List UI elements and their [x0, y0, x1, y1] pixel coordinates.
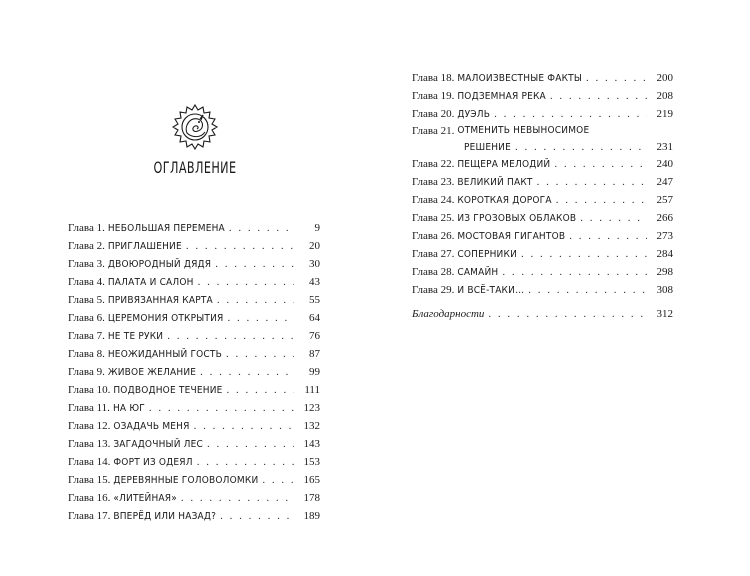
toc-entry-line2 — [412, 139, 673, 155]
right-page — [375, 0, 750, 576]
page-number: 153 — [303, 456, 320, 468]
toc-entry[interactable] — [412, 263, 673, 281]
chapter-title: ПОДВОДНОЕ ТЕЧЕНИЕ — [113, 385, 223, 396]
dot-leader — [227, 381, 294, 399]
dot-leader — [494, 105, 647, 123]
dot-leader — [226, 345, 294, 363]
dot-leader — [229, 219, 294, 237]
page-number: 273 — [656, 230, 673, 242]
page-number: 76 — [309, 330, 320, 342]
dot-leader — [186, 237, 294, 255]
acknowledgements-title: Благодарности — [412, 308, 485, 320]
page-number: 240 — [656, 158, 673, 170]
chapter-label: Глава 21. — [412, 125, 455, 137]
dot-leader — [194, 417, 294, 435]
chapter-label: Глава 24. — [412, 194, 455, 206]
chapter-label: Глава 12. — [68, 420, 111, 432]
toc-entry[interactable] — [412, 245, 673, 263]
dragon-ornament-icon — [170, 102, 220, 152]
dot-leader — [262, 471, 294, 489]
page-number: 312 — [656, 308, 673, 320]
chapter-title: ДЕРЕВЯННЫЕ ГОЛОВОЛОМКИ — [113, 475, 259, 486]
dot-leader — [488, 305, 647, 323]
toc-title: ОГЛАВЛЕНИЕ — [153, 158, 237, 177]
chapter-title: НЕ ТЕ РУКИ — [107, 331, 164, 342]
toc-entry[interactable] — [412, 123, 673, 155]
toc-entry[interactable] — [68, 219, 320, 237]
chapter-label: Глава 29. — [412, 284, 455, 296]
toc-entry-line1 — [412, 123, 673, 139]
dot-leader — [550, 87, 647, 105]
chapter-title: ОТМЕНИТЬ НЕВЫНОСИМОЕ — [457, 125, 590, 136]
chapter-label: Глава 10. — [68, 384, 111, 396]
page-number: 64 — [309, 312, 320, 324]
dot-leader — [181, 489, 294, 507]
dot-leader — [554, 155, 647, 173]
chapter-title: ПОДЗЕМНАЯ РЕКА — [457, 91, 546, 102]
chapter-title: ЗАГАДОЧНЫЙ ЛЕС — [113, 439, 204, 450]
page-number: 20 — [309, 240, 320, 252]
page-number: 219 — [656, 108, 673, 120]
chapter-title: НЕОЖИДАННЫЙ ГОСТЬ — [107, 349, 222, 360]
toc-entry[interactable] — [412, 155, 673, 173]
page-number: 143 — [303, 438, 320, 450]
chapter-label: Глава 25. — [412, 212, 455, 224]
toc-entry[interactable] — [412, 87, 673, 105]
chapter-title: КОРОТКАЯ ДОРОГА — [457, 195, 552, 206]
page-number: 178 — [303, 492, 320, 504]
page-number: 247 — [656, 176, 673, 188]
chapter-label: Глава 7. — [68, 330, 105, 342]
chapter-label: Глава 27. — [412, 248, 455, 260]
page-number: 132 — [303, 420, 320, 432]
chapter-label: Глава 2. — [68, 240, 105, 252]
chapter-title: ЖИВОЕ ЖЕЛАНИЕ — [107, 367, 197, 378]
chapter-label: Глава 8. — [68, 348, 105, 360]
chapter-label: Глава 19. — [412, 90, 455, 102]
chapter-label: Глава 11. — [68, 402, 110, 414]
chapter-title: ДВОЮРОДНЫЙ ДЯДЯ — [107, 259, 212, 270]
chapter-title-line2: РЕШЕНИЕ — [464, 142, 511, 153]
dot-leader — [521, 245, 647, 263]
chapter-title: НЕБОЛЬШАЯ ПЕРЕМЕНА — [107, 223, 225, 234]
chapter-title: ФОРТ ИЗ ОДЕЯЛ — [113, 457, 193, 468]
chapter-title: ОЗАДАЧЬ МЕНЯ — [113, 421, 190, 432]
toc-list-right — [412, 69, 673, 323]
page-number: 298 — [656, 266, 673, 278]
chapter-label: Глава 23. — [412, 176, 455, 188]
chapter-title: НА ЮГ — [112, 403, 145, 414]
chapter-title: МОСТОВАЯ ГИГАНТОВ — [457, 231, 566, 242]
toc-entry[interactable] — [412, 105, 673, 123]
chapter-title: СОПЕРНИКИ — [457, 249, 517, 260]
toc-entry[interactable] — [412, 209, 673, 227]
chapter-label: Глава 16. — [68, 492, 111, 504]
dot-leader — [200, 363, 294, 381]
toc-entry[interactable] — [68, 489, 320, 507]
toc-entry[interactable] — [68, 345, 320, 363]
dot-leader — [197, 453, 294, 471]
chapter-title: ВЕЛИКИЙ ПАКТ — [457, 177, 533, 188]
chapter-label: Глава 6. — [68, 312, 105, 324]
page-number: 99 — [309, 366, 320, 378]
dot-leader — [569, 227, 647, 245]
toc-entry[interactable] — [412, 191, 673, 209]
page-number: 123 — [303, 402, 320, 414]
chapter-title: ПРИГЛАШЕНИЕ — [107, 241, 182, 252]
chapter-label: Глава 1. — [68, 222, 105, 234]
page-number: 43 — [309, 276, 320, 288]
toc-entry[interactable] — [68, 507, 320, 525]
dot-leader — [215, 255, 294, 273]
chapter-label: Глава 18. — [412, 72, 455, 84]
toc-entry[interactable] — [412, 281, 673, 299]
chapter-title: ИЗ ГРОЗОВЫХ ОБЛАКОВ — [457, 213, 577, 224]
chapter-label: Глава 26. — [412, 230, 455, 242]
page-number: 266 — [656, 212, 673, 224]
chapter-label: Глава 17. — [68, 510, 111, 522]
toc-entry[interactable] — [68, 255, 320, 273]
toc-entry[interactable] — [412, 69, 673, 87]
toc-entry[interactable] — [68, 309, 320, 327]
toc-entry[interactable] — [68, 291, 320, 309]
chapter-label: Глава 14. — [68, 456, 111, 468]
dot-leader — [528, 281, 647, 299]
page-number: 165 — [303, 474, 320, 486]
page-number: 87 — [309, 348, 320, 360]
chapter-title: ЦЕРЕМОНИЯ ОТКРЫТИЯ — [107, 313, 224, 324]
chapter-title: САМАЙН — [457, 267, 499, 278]
page-number: 55 — [309, 294, 320, 306]
page-number: 111 — [304, 384, 320, 396]
dot-leader — [537, 173, 647, 191]
page-number: 208 — [656, 90, 673, 102]
dot-leader — [227, 309, 294, 327]
chapter-title: ПРИВЯЗАННАЯ КАРТА — [107, 295, 213, 306]
dot-leader — [198, 273, 294, 291]
toc-entry[interactable] — [68, 237, 320, 255]
dot-leader — [556, 191, 647, 209]
chapter-label: Глава 20. — [412, 108, 455, 120]
toc-entry[interactable] — [68, 273, 320, 291]
chapter-label: Глава 22. — [412, 158, 455, 170]
toc-entry[interactable] — [68, 435, 320, 453]
page-number: 257 — [656, 194, 673, 206]
toc-entry[interactable] — [412, 227, 673, 245]
chapter-label: Глава 5. — [68, 294, 105, 306]
page-number: 200 — [656, 72, 673, 84]
chapter-title: ВПЕРЁД ИЛИ НАЗАД? — [113, 511, 217, 522]
toc-entry[interactable] — [68, 363, 320, 381]
dot-leader — [167, 327, 294, 345]
toc-entry[interactable] — [68, 327, 320, 345]
chapter-label: Глава 13. — [68, 438, 111, 450]
chapter-title: МАЛОИЗВЕСТНЫЕ ФАКТЫ — [457, 73, 582, 84]
chapter-title: ДУЭЛЬ — [457, 109, 491, 120]
chapter-title: И ВСЁ-ТАКИ… — [457, 285, 525, 296]
toc-entry[interactable] — [412, 173, 673, 191]
dot-leader — [207, 435, 294, 453]
chapter-label: Глава 9. — [68, 366, 105, 378]
page-number: 9 — [314, 222, 320, 234]
page-number: 308 — [656, 284, 673, 296]
toc-entry-acknowledgements[interactable] — [412, 305, 673, 323]
dot-leader — [149, 399, 294, 417]
chapter-label: Глава 3. — [68, 258, 105, 270]
chapter-label: Глава 4. — [68, 276, 105, 288]
page-number: 30 — [309, 258, 320, 270]
dot-leader — [502, 263, 647, 281]
page-number: 231 — [656, 141, 673, 153]
dot-leader — [515, 139, 647, 155]
toc-entry[interactable] — [68, 399, 320, 417]
chapter-title: «ЛИТЕЙНАЯ» — [113, 493, 177, 504]
dot-leader — [586, 69, 647, 87]
chapter-label: Глава 15. — [68, 474, 111, 486]
toc-entry[interactable] — [68, 417, 320, 435]
page-number: 284 — [656, 248, 673, 260]
dot-leader — [217, 291, 294, 309]
dot-leader — [220, 507, 294, 525]
chapter-label: Глава 28. — [412, 266, 455, 278]
chapter-title: ПЕЩЕРА МЕЛОДИЙ — [457, 159, 551, 170]
toc-entry[interactable] — [68, 381, 320, 399]
toc-list-left — [68, 219, 320, 525]
toc-entry[interactable] — [68, 471, 320, 489]
dot-leader — [580, 209, 647, 227]
toc-entry[interactable] — [68, 453, 320, 471]
chapter-title: ПАЛАТА И САЛОН — [107, 277, 194, 288]
page-number: 189 — [303, 510, 320, 522]
